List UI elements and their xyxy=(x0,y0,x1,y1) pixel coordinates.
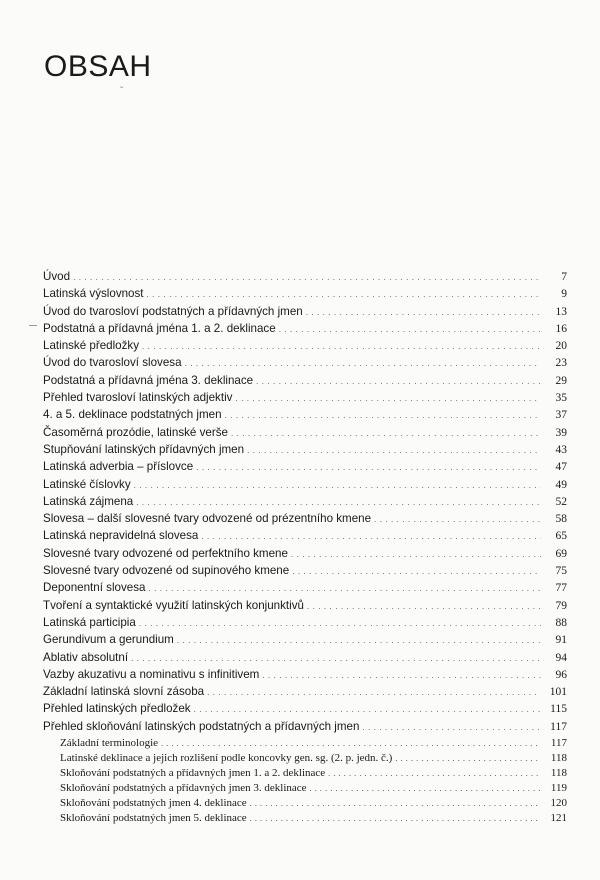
toc-page-number: 65 xyxy=(555,530,567,543)
toc-entry-label: Latinská zájmena xyxy=(43,494,134,508)
toc-entry xyxy=(43,285,567,302)
toc-page-number: 119 xyxy=(550,782,567,795)
toc-page-number: 120 xyxy=(550,797,567,810)
toc-page-number: 91 xyxy=(555,634,567,647)
toc-page-number: 49 xyxy=(555,478,567,491)
toc-page-number: 94 xyxy=(555,651,567,664)
dot-leader xyxy=(134,477,541,494)
toc-entry-label: Skloňování podstatných a přídavných jmen 1. a 2. deklinace xyxy=(60,767,326,780)
toc-page-number: 9 xyxy=(561,288,567,301)
toc-entry-label: Skloňování podstatných jmen 5. deklinace xyxy=(60,812,247,825)
toc-subentry xyxy=(43,810,567,825)
dot-leader xyxy=(256,373,541,390)
toc-entry xyxy=(43,718,567,735)
dot-leader xyxy=(306,304,541,321)
toc-page-number: 79 xyxy=(555,599,567,612)
toc-entry xyxy=(43,337,567,354)
toc-entry-label: Latinské číslovky xyxy=(43,477,131,491)
toc-subentry xyxy=(43,765,567,780)
toc-page-number: 47 xyxy=(555,461,567,474)
toc-entry-label: Slovesa – další slovesné tvary odvozené od prézentního kmene xyxy=(43,512,372,526)
toc-entry xyxy=(43,458,567,475)
scan-speck: ˇ xyxy=(120,86,124,97)
dot-leader xyxy=(362,719,541,736)
toc-entry-label: Úvod xyxy=(43,270,71,283)
toc-entry-label: Latinské předložky xyxy=(43,339,140,353)
toc-page-number: 117 xyxy=(550,737,567,750)
toc-page-number: 117 xyxy=(550,720,567,733)
toc-page-number: 115 xyxy=(550,703,567,716)
dot-leader xyxy=(185,355,541,372)
toc-entry xyxy=(43,389,567,406)
dot-leader xyxy=(73,269,541,286)
dot-leader xyxy=(139,615,541,632)
toc-page-number: 37 xyxy=(555,409,567,422)
toc-page-number: 20 xyxy=(555,340,567,353)
dot-leader xyxy=(147,286,541,303)
toc-entry-label: Podstatná a přídavná jména 3. deklinace xyxy=(43,373,254,387)
toc-entry-label: Úvod do tvarosloví slovesa xyxy=(43,356,182,370)
toc-entry-label: Latinská výslovnost xyxy=(43,287,144,301)
dot-leader xyxy=(196,459,541,476)
toc-entry-label: Slovesné tvary odvozené od perfektního kmene xyxy=(43,546,288,560)
dot-leader xyxy=(177,632,541,649)
toc-entry-label: Latinské deklinace a jejich rozlišení podle koncovky gen. sg. (2. p. jedn. č.) xyxy=(60,752,393,765)
toc-entry-label: Základní terminologie xyxy=(60,737,159,750)
toc-subentry xyxy=(43,780,567,795)
toc-entry-label: Tvoření a syntaktické využití latinských konjunktivů xyxy=(43,598,304,612)
toc-entry xyxy=(43,424,567,441)
toc-subentry xyxy=(43,735,567,750)
toc-entry xyxy=(43,579,567,596)
toc-entry xyxy=(43,666,567,683)
toc-page-number: 29 xyxy=(555,374,567,387)
dot-leader xyxy=(207,684,541,701)
toc-entry-label: Skloňování podstatných jmen 4. deklinace xyxy=(60,797,247,810)
toc-entry xyxy=(43,268,567,285)
toc-entry xyxy=(43,597,567,614)
toc-entry xyxy=(43,406,567,423)
dot-leader xyxy=(262,667,541,684)
dot-leader xyxy=(148,580,541,597)
dot-leader xyxy=(142,338,541,355)
toc-entry-label: Slovesné tvary odvozené od supinového kmene xyxy=(43,564,290,578)
toc-page-number: 75 xyxy=(555,565,567,578)
toc-entry-label: Úvod do tvarosloví podstatných a přídavných jmen xyxy=(43,304,303,318)
dot-leader xyxy=(231,425,541,442)
toc-entry-label: Základní latinská slovní zásoba xyxy=(43,685,205,699)
toc-entry-label: Skloňování podstatných a přídavných jmen 3. deklinace xyxy=(60,782,307,795)
dot-leader xyxy=(247,442,541,459)
dot-leader xyxy=(291,546,541,563)
toc-page-number: 58 xyxy=(555,513,567,526)
toc-entry-label: Latinská nepravidelná slovesa xyxy=(43,529,199,543)
toc-entry-label: Přehled tvarosloví latinských adjektiv xyxy=(43,391,233,405)
toc-page-number: 77 xyxy=(555,582,567,595)
toc-subentry xyxy=(43,750,567,765)
toc-entry xyxy=(43,527,567,544)
page-title: OBSAH xyxy=(44,50,152,83)
toc-entry xyxy=(43,631,567,648)
toc-page-number: 39 xyxy=(555,426,567,439)
dot-leader xyxy=(131,650,541,667)
toc-page-number: 35 xyxy=(555,392,567,405)
toc-entry-label: 4. a 5. deklinace podstatných jmen xyxy=(43,408,222,422)
toc-page-number: 88 xyxy=(555,616,567,629)
toc-entry-label: Latinská adverbia – příslovce xyxy=(43,460,194,474)
toc-entry-label: Přehled skloňování latinských podstatných a přídavných jmen xyxy=(43,719,360,733)
dot-leader xyxy=(235,390,541,407)
toc-page-number: 7 xyxy=(561,271,567,283)
toc-page-number: 121 xyxy=(550,812,567,825)
toc-entry-label: Gerundivum a gerundium xyxy=(43,633,174,647)
dot-leader xyxy=(307,598,541,615)
toc-page-number: 13 xyxy=(555,305,567,318)
toc-entry xyxy=(43,320,567,337)
toc-entry xyxy=(43,562,567,579)
dot-leader xyxy=(250,810,541,827)
toc-entry-label: Deponentní slovesa xyxy=(43,581,146,595)
toc-page-number: 43 xyxy=(555,443,567,456)
toc-entry xyxy=(43,614,567,631)
toc-page-number: 16 xyxy=(555,322,567,335)
toc-entry-label: Podstatná a přídavná jména 1. a 2. deklinace xyxy=(43,321,276,335)
dot-leader xyxy=(374,511,541,528)
toc-entry-label: Latinská participia xyxy=(43,615,136,629)
toc-entry-label: Přehled latinských předložek xyxy=(43,702,191,716)
dot-leader xyxy=(194,701,541,718)
margin-mark xyxy=(29,325,37,326)
toc-page-number: 52 xyxy=(555,495,567,508)
toc-subentry xyxy=(43,795,567,810)
dot-leader xyxy=(279,321,541,338)
toc-entry xyxy=(43,683,567,700)
toc-page-number: 96 xyxy=(555,668,567,681)
toc-entry-label: Vazby akuzativu a nominativu s infinitivem xyxy=(43,667,260,681)
dot-leader xyxy=(136,494,541,511)
toc-entry xyxy=(43,441,567,458)
toc-entry xyxy=(43,700,567,717)
dot-leader xyxy=(292,563,541,580)
toc-entry xyxy=(43,510,567,527)
toc-entry-label: Časoměrná prozódie, latinské verše xyxy=(43,425,228,439)
toc-entry-label: Stupňování latinských přídavných jmen xyxy=(43,442,245,456)
toc-page-number: 69 xyxy=(555,547,567,560)
dot-leader xyxy=(225,407,541,424)
toc-entry xyxy=(43,372,567,389)
toc-entry xyxy=(43,303,567,320)
toc-page-number: 118 xyxy=(550,767,567,780)
toc-entry xyxy=(43,545,567,562)
toc-entry xyxy=(43,493,567,510)
toc-page-number: 118 xyxy=(550,752,567,765)
toc-entry-label: Ablativ absolutní xyxy=(43,650,129,664)
table-of-contents xyxy=(43,268,567,825)
toc-entry xyxy=(43,649,567,666)
toc-page-number: 23 xyxy=(555,357,567,370)
dot-leader xyxy=(201,528,541,545)
toc-page-number: 101 xyxy=(549,686,567,699)
toc-entry xyxy=(43,476,567,493)
toc-entry xyxy=(43,354,567,371)
